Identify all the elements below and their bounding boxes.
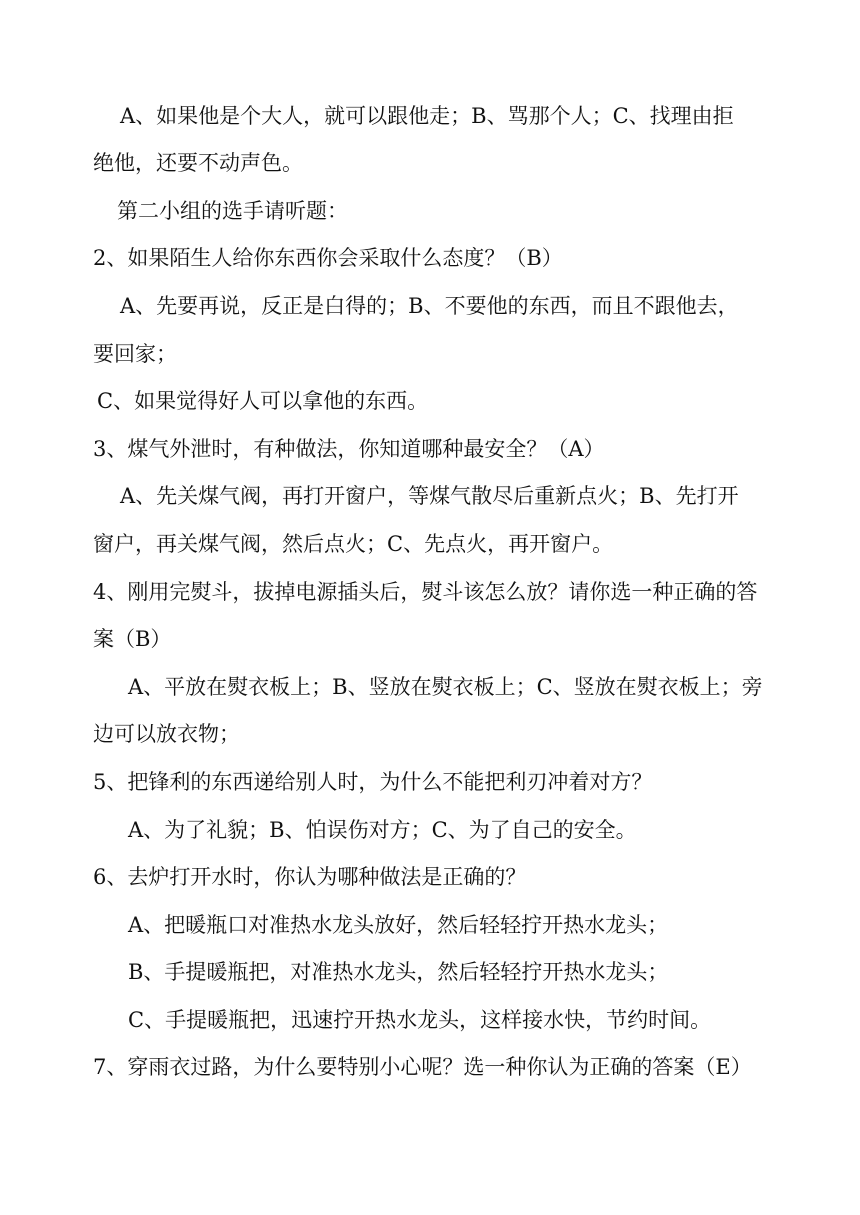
question-line: 5、把锋利的东西递给别人时，为什么不能把利刃冲着对方？ <box>93 770 653 794</box>
text-line: A、把暖瓶口对准热水龙头放好，然后轻轻拧开热水龙头； <box>128 913 669 937</box>
text-line: C、手提暖瓶把，迅速拧开热水龙头，这样接水快，节约时间。 <box>128 1008 712 1032</box>
text-line: 窗户，再关煤气阀，然后点火；C、先点火，再开窗户。 <box>93 532 614 556</box>
text-line: 要回家； <box>93 342 177 366</box>
question-line: 2、如果陌生人给你东西你会采取什么态度？（B） <box>93 246 563 270</box>
text-line: C、如果觉得好人可以拿他的东西。 <box>97 389 429 413</box>
question-line: 6、去炉打开水时，你认为哪种做法是正确的？ <box>93 865 527 889</box>
text-line: A、先要再说，反正是白得的；B、不要他的东西，而且不跟他去， <box>120 294 739 318</box>
text-line: 绝他，还要不动声色。 <box>93 151 303 175</box>
text-line: A、为了礼貌；B、怕误伤对方；C、为了自己的安全。 <box>128 818 637 842</box>
text-line: A、平放在熨衣板上；B、竖放在熨衣板上；C、竖放在熨衣板上；旁 <box>128 675 763 699</box>
text-line: B、手提暖瓶把，对准热水龙头，然后轻轻拧开热水龙头； <box>128 960 669 984</box>
text-line: A、如果他是个大人，就可以跟他走；B、骂那个人；C、找理由拒 <box>120 104 734 128</box>
text-line: A、先关煤气阀，再打开窗户，等煤气散尽后重新点火；B、先打开 <box>120 484 739 508</box>
text-line: 第二小组的选手请听题： <box>117 199 348 223</box>
question-line: 7、穿雨衣过路，为什么要特别小心呢？选一种你认为正确的答案（E） <box>93 1055 752 1079</box>
text-line: 边可以放衣物； <box>93 722 240 746</box>
question-line: 3、煤气外泄时，有种做法，你知道哪种最安全？（A） <box>93 437 605 461</box>
text-line: 案（B） <box>93 627 172 651</box>
question-line: 4、刚用完熨斗，拔掉电源插头后，熨斗该怎么放？请你选一种正确的答 <box>93 580 758 604</box>
